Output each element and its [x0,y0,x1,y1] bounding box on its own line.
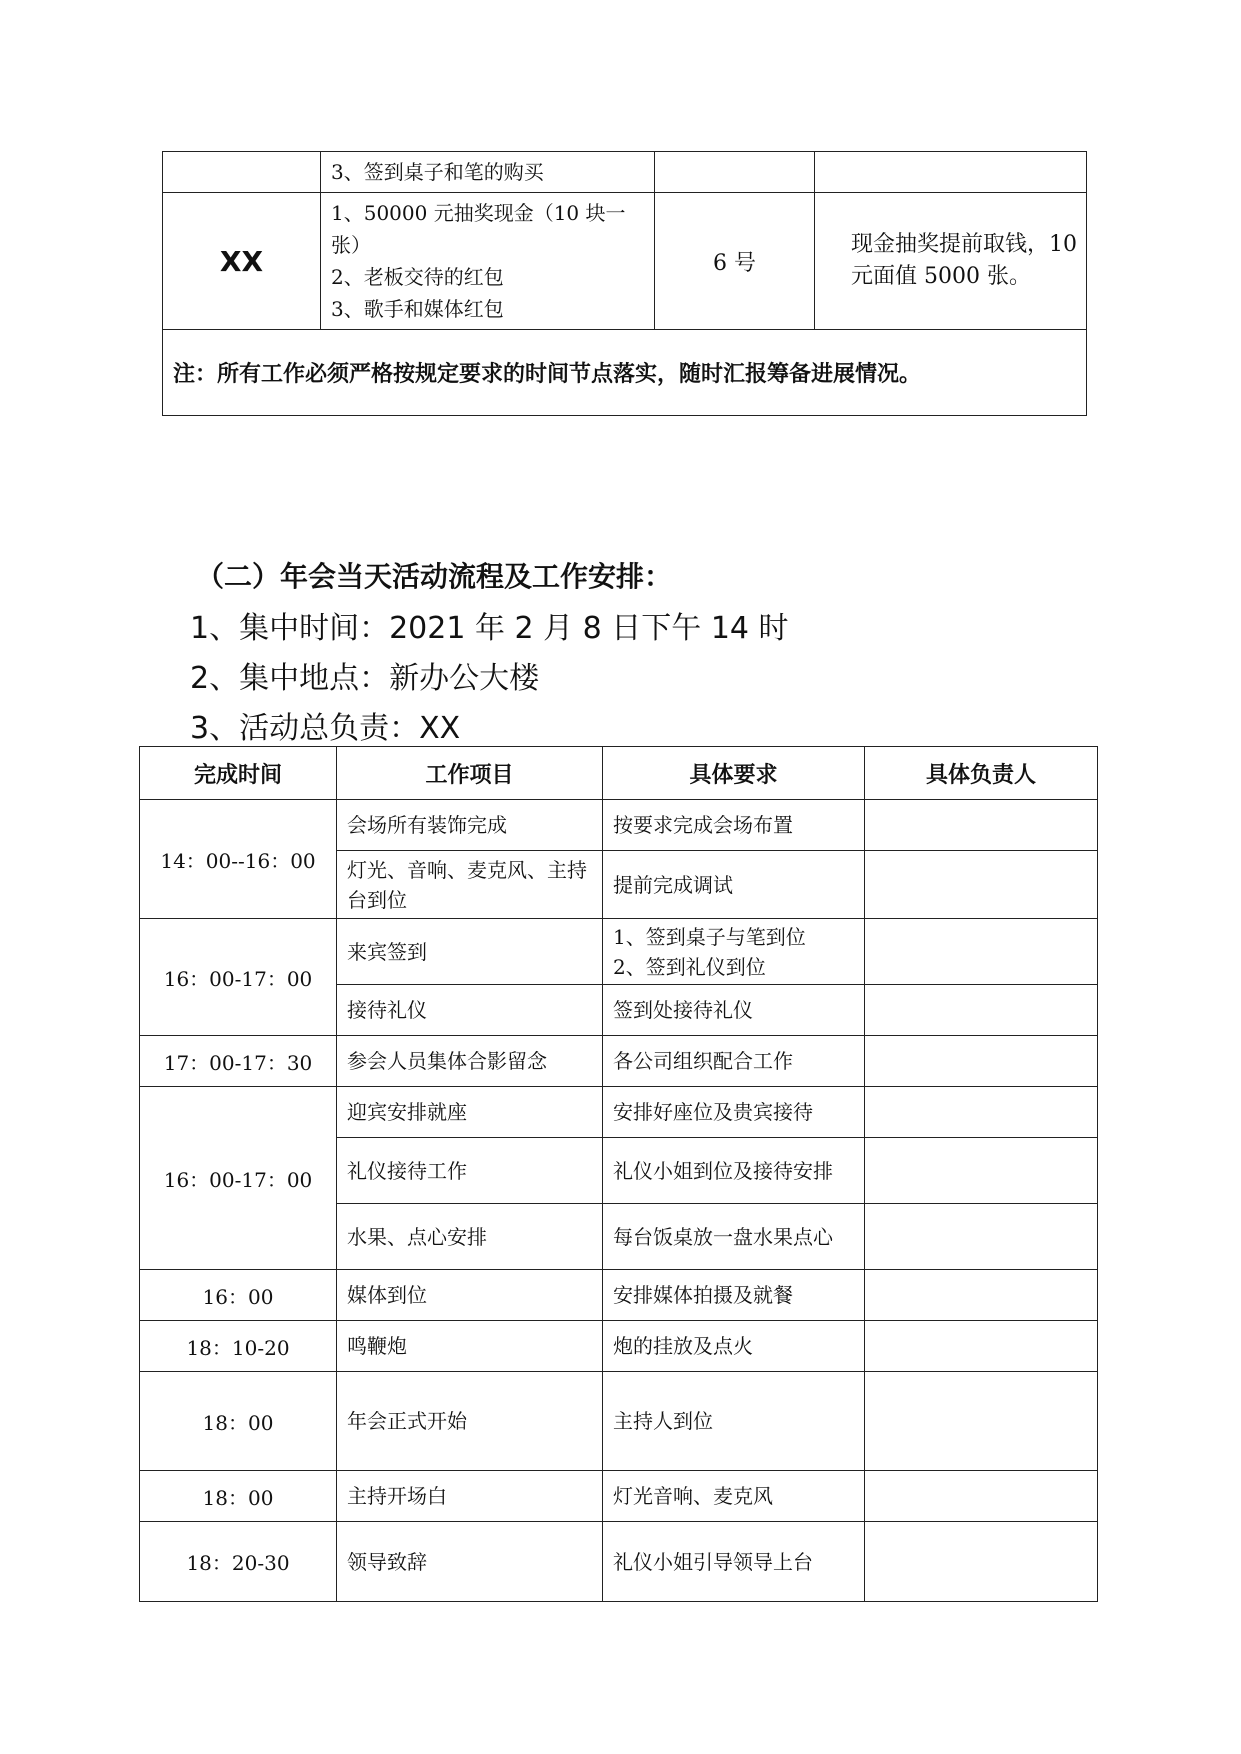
work-item-cell: 参会人员集体合影留念 [337,1036,603,1087]
work-item-cell: 礼仪接待工作 [337,1138,603,1204]
responsible-name: XX [163,193,321,330]
table-row [140,1087,1098,1138]
gather-time: 1、集中时间：2021 年 2 月 8 日下午 14 时 [190,611,789,646]
requirement-cell: 礼仪小姐到位及接待安排 [603,1138,865,1204]
time-cell: 18：00 [140,1471,337,1522]
gather-place: 2、集中地点：新办公大楼 [190,661,540,696]
time-cell: 18：00 [140,1372,337,1471]
owner-cell [865,1204,1098,1270]
table-row [140,1471,1098,1522]
table-row [140,1522,1098,1602]
owner-cell [865,1270,1098,1321]
owner-cell [865,800,1098,851]
column-header: 具体负责人 [865,747,1098,800]
table-cell [163,152,321,193]
time-cell: 16：00-17：00 [140,1087,337,1270]
schedule-body [140,800,1098,1602]
requirement-cell: 安排媒体拍摄及就餐 [603,1270,865,1321]
time-cell: 18：10-20 [140,1321,337,1372]
requirement-cell: 主持人到位 [603,1372,865,1471]
owner-cell [865,919,1098,985]
work-item-cell: 年会正式开始 [337,1372,603,1471]
note-text: 注：所有工作必须严格按规定要求的时间节点落实，随时汇报筹备进展情况。 [163,330,1087,416]
column-header: 完成时间 [140,747,337,800]
owner-cell [865,1036,1098,1087]
list-item: 1、50000 元抽奖现金（10 块一张） [331,201,626,257]
table-row [140,1036,1098,1087]
work-item-cell: 鸣鞭炮 [337,1321,603,1372]
table-row [140,1321,1098,1372]
requirement-cell: 签到处接待礼仪 [603,985,865,1036]
table-row [163,193,1087,330]
work-item-cell: 灯光、音响、麦克风、主持台到位 [337,851,603,919]
list-item: 2、老板交待的红包 [331,265,504,289]
table-cell-items [321,193,655,330]
work-item-cell: 领导致辞 [337,1522,603,1602]
owner-cell [865,985,1098,1036]
work-item-cell: 来宾签到 [337,919,603,985]
table-cell [655,152,815,193]
list-item: 3、歌手和媒体红包 [331,297,504,321]
table-cell [815,152,1087,193]
work-item-cell: 媒体到位 [337,1270,603,1321]
time-cell: 18：20-30 [140,1522,337,1602]
owner-cell [865,851,1098,919]
requirement-cell: 安排好座位及贵宾接待 [603,1087,865,1138]
table-cell-item: 3、签到桌子和笔的购买 [321,152,655,193]
requirement-cell: 灯光音响、麦克风 [603,1471,865,1522]
column-header: 工作项目 [337,747,603,800]
requirement-cell: 炮的挂放及点火 [603,1321,865,1372]
owner-cell [865,1087,1098,1138]
requirement-cell: 礼仪小姐引导领导上台 [603,1522,865,1602]
time-cell: 14：00--16：00 [140,800,337,919]
time-cell: 16：00 [140,1270,337,1321]
table-cell-date: 6 号 [655,193,815,330]
work-item-cell: 水果、点心安排 [337,1204,603,1270]
table-row [140,1270,1098,1321]
section-heading: （二）年会当天活动流程及工作安排： [196,560,673,593]
owner-cell [865,1321,1098,1372]
requirement-cell: 1、签到桌子与笔到位 2、签到礼仪到位 [603,919,865,985]
owner-cell [865,1522,1098,1602]
work-item-cell: 接待礼仪 [337,985,603,1036]
budget-table-continuation [162,151,1087,416]
table-header-row [140,747,1098,800]
table-row [140,1372,1098,1471]
time-cell: 16：00-17：00 [140,919,337,1036]
requirement-cell: 提前完成调试 [603,851,865,919]
column-header: 具体要求 [603,747,865,800]
event-lead: 3、活动总负责：XX [190,711,461,746]
owner-cell [865,1372,1098,1471]
table-row [140,919,1098,985]
work-item-cell: 主持开场白 [337,1471,603,1522]
work-item-cell: 会场所有装饰完成 [337,800,603,851]
schedule-table [139,746,1098,1602]
table-row [163,330,1087,416]
table-row [163,152,1087,193]
requirement-cell: 各公司组织配合工作 [603,1036,865,1087]
table-row [140,800,1098,851]
table-cell-remark: 现金抽奖提前取钱，10 元面值 5000 张。 [815,193,1087,330]
requirement-cell: 按要求完成会场布置 [603,800,865,851]
owner-cell [865,1138,1098,1204]
work-item-cell: 迎宾安排就座 [337,1087,603,1138]
owner-cell [865,1471,1098,1522]
time-cell: 17：00-17：30 [140,1036,337,1087]
requirement-cell: 每台饭桌放一盘水果点心 [603,1204,865,1270]
